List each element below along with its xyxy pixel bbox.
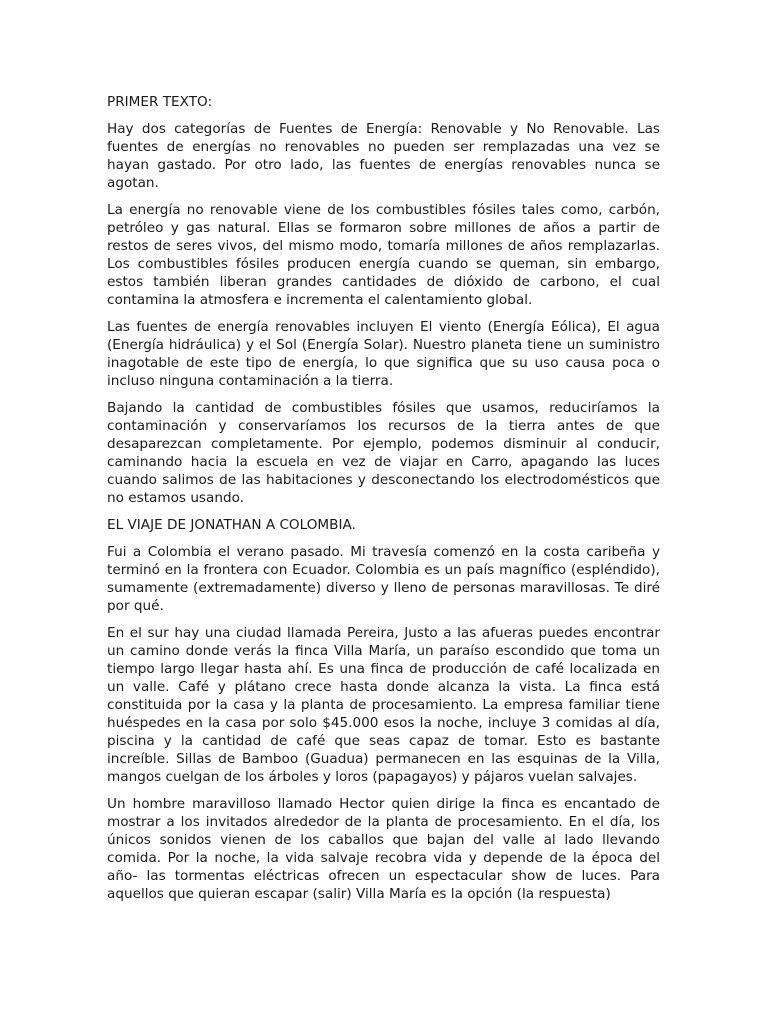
- paragraph-non-renewable: La energía no renovable viene de los combustibles fósiles tales como, carbón, petróleo y gas natural. Ellas se formaron sobre millones de años a partir de restos de seres vivos, del mismo modo, tomaría millones de años remplazarlas. Los combustibles fósiles producen energía cuando se queman, sin embargo, estos también liberan grandes cantidades de dióxido de carbono, el cual contamina la atmosfera e incrementa el calentamiento global.: [107, 202, 660, 308]
- paragraph-energy-categories: Hay dos categorías de Fuentes de Energía: Renovable y No Renovable. Las fuentes de energías no renovables no pueden ser remplazadas una vez se hayan gastado. Por otro lado, las fuentes de energías renovables nunca se agotan.: [107, 121, 660, 191]
- paragraph-colombia-intro: Fui a Colombia el verano pasado. Mi travesía comenzó en la costa caribeña y terminó en la frontera con Ecuador. Colombia es un país magnífico (espléndido), sumamente (extremadamente) diverso y lleno de personas maravillosas. Te diré por qué.: [107, 544, 660, 614]
- document-page: [107, 93, 660, 912]
- heading-viaje-jonathan: EL VIAJE DE JONATHAN A COLOMBIA.: [107, 517, 356, 533]
- heading-primer-texto: PRIMER TEXTO:: [107, 94, 213, 110]
- paragraph-renewable: Las fuentes de energía renovables incluyen El viento (Energía Eólica), El agua (Energía hidráulica) y el Sol (Energía Solar). Nuestro planeta tiene un suministro inagotable de este tipo de energía, lo que significa que su uso causa poca o incluso ninguna contaminación a la tierra.: [107, 319, 660, 389]
- paragraph-reducing-fossil-fuels: Bajando la cantidad de combustibles fósiles que usamos, reduciríamos la contaminación y conservaríamos los recursos de la tierra antes de que desaparezcan completamente. Por ejemplo, podemos disminuir al conducir, caminando hacia la escuela en vez de viajar en Carro, apagando las luces cuando salimos de las habitaciones y desconectando los electrodomésticos que no estamos usando.: [107, 400, 660, 506]
- paragraph-hector: Un hombre maravilloso llamado Hector quien dirige la finca es encantado de mostrar a los invitados alrededor de la planta de procesamiento. En el día, los únicos sonidos vienen de los caballos que bajan del valle al lado llevando comida. Por la noche, la vida salvaje recobra vida y depende de la época del año- las tormentas eléctricas ofrecen un espectacular show de luces. Para aquellos que quieran escapar (salir) Villa María es la opción (la respuesta): [107, 796, 660, 902]
- paragraph-villa-maria: En el sur hay una ciudad llamada Pereira, Justo a las afueras puedes encontrar un camino donde verás la finca Villa María, un paraíso escondido que toma un tiempo largo llegar hasta ahí. Es una finca de producción de café localizada en un valle. Café y plátano crece hasta donde alcanza la vista. La finca está constituida por la casa y la planta de procesamiento. La empresa familiar tiene huéspedes en la casa por solo $45.000 esos la noche, incluye 3 comidas al día, piscina y la cantidad de café que seas capaz de tomar. Esto es bastante increíble. Sillas de Bamboo (Guadua) permanecen en las esquinas de la Villa, mangos cuelgan de los árboles y loros (papagayos) y pájaros vuelan salvajes.: [107, 625, 660, 785]
